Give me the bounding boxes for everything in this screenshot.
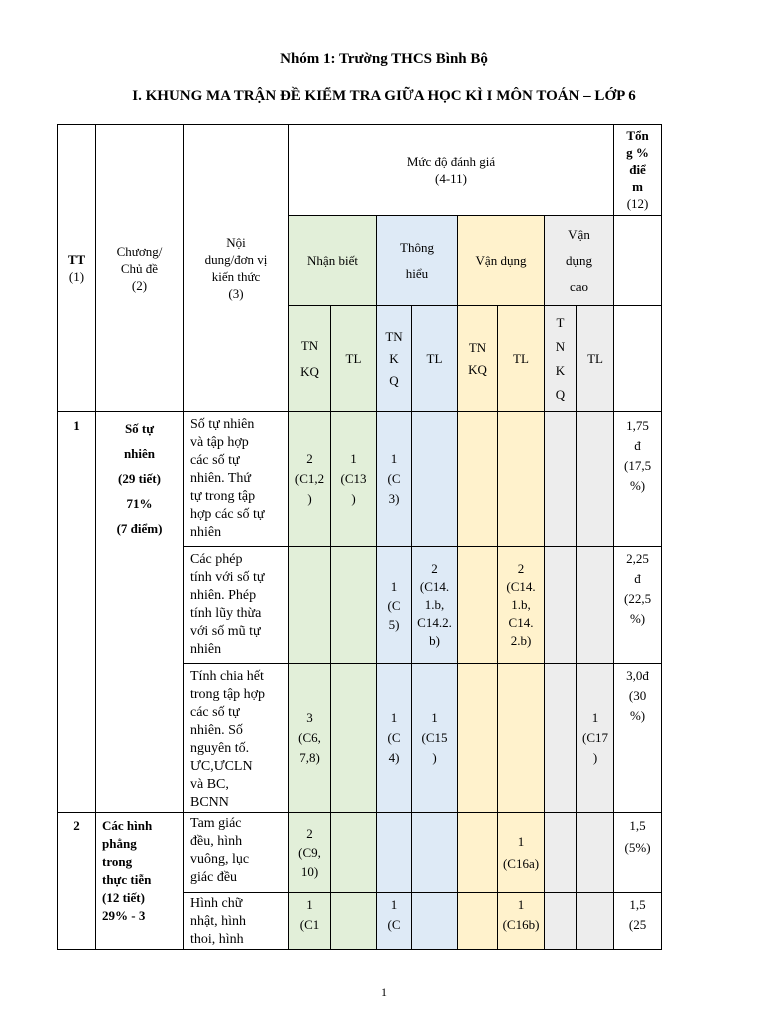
chapter-header: Chương/ Chủ đề (2) xyxy=(96,125,184,412)
th-tnkq-header: TN K Q xyxy=(377,306,412,412)
nb-tnkq-cell: 2 (C1,2 ) xyxy=(289,412,331,547)
vdc-tl-cell: 1 (C17 ) xyxy=(577,664,614,813)
vdc-tl-cell xyxy=(577,813,614,893)
th-tl-cell xyxy=(412,893,458,950)
nb-tl-cell xyxy=(331,547,377,664)
page-number: 1 xyxy=(381,985,387,999)
vdc-tl-header: TL xyxy=(577,306,614,412)
vd-tl-cell xyxy=(498,412,545,547)
vd-tnkq-cell xyxy=(458,664,498,813)
level-application: Vận dụng xyxy=(458,216,545,306)
total-cell: 1,5 (5%) xyxy=(614,813,662,893)
th-tl-cell: 1 (C15 ) xyxy=(412,664,458,813)
level-recognition: Nhận biết xyxy=(289,216,377,306)
total-cell: 1,5 (25 xyxy=(614,893,662,950)
group-heading: Nhóm 1: Trường THCS Bình Bộ xyxy=(280,51,488,67)
vd-tnkq-header: TN KQ xyxy=(458,306,498,412)
vdc-tnkq-cell xyxy=(545,664,577,813)
th-tl-cell: 2 (C14. 1.b, C14.2. b) xyxy=(412,547,458,664)
nb-tl-cell xyxy=(331,893,377,950)
tt-header: TT (1) xyxy=(58,125,96,412)
th-tnkq-cell: 1 (C 5) xyxy=(377,547,412,664)
vdc-tnkq-cell xyxy=(545,893,577,950)
content-cell: Hình chữ nhật, hình thoi, hình xyxy=(184,893,289,950)
vdc-tnkq-cell xyxy=(545,813,577,893)
chapter-name: Số tự nhiên (29 tiết) 71% (7 điểm) xyxy=(96,412,184,813)
nb-tnkq-cell: 1 (C1 xyxy=(289,893,331,950)
row-number: 2 xyxy=(58,813,96,950)
nb-tl-header: TL xyxy=(331,306,377,412)
th-tl-cell xyxy=(412,412,458,547)
table-row xyxy=(58,412,662,547)
nb-tnkq-cell: 3 (C6, 7,8) xyxy=(289,664,331,813)
vd-tl-cell: 1 (C16a) xyxy=(498,813,545,893)
row-number: 1 xyxy=(58,412,96,813)
vd-tl-header: TL xyxy=(498,306,545,412)
th-tl-header: TL xyxy=(412,306,458,412)
th-tnkq-cell: 1 (C 4) xyxy=(377,664,412,813)
vdc-tnkq-cell xyxy=(545,547,577,664)
vd-tnkq-cell xyxy=(458,412,498,547)
content-cell: Tam giác đều, hình vuông, lục giác đều xyxy=(184,813,289,893)
content-header: Nội dung/đơn vị kiến thức (3) xyxy=(184,125,289,412)
total-header: Tổn g % điể m (12) xyxy=(614,125,662,216)
th-tnkq-cell xyxy=(377,813,412,893)
vd-tl-cell: 1 (C16b) xyxy=(498,893,545,950)
assessment-matrix-table xyxy=(57,124,662,950)
content-cell: Số tự nhiên và tập hợp các số tự nhiên. Thứ tự trong tập hợp các số tự nhiên xyxy=(184,412,289,547)
vd-tnkq-cell xyxy=(458,547,498,664)
content-cell: Tính chia hết trong tập hợp các số tự nhiên. Số nguyên tố. ƯC,ƯCLN và BC, BCNN xyxy=(184,664,289,813)
total-cell: 2,25 đ (22,5 %) xyxy=(614,547,662,664)
vdc-tnkq-header: T N K Q xyxy=(545,306,577,412)
total-header-blank-2 xyxy=(614,306,662,412)
level-high-application: Vận dụng cao xyxy=(545,216,614,306)
nb-tnkq-cell xyxy=(289,547,331,664)
content-cell: Các phép tính với số tự nhiên. Phép tính lũy thừa với số mũ tự nhiên xyxy=(184,547,289,664)
nb-tl-cell xyxy=(331,813,377,893)
vdc-tl-cell xyxy=(577,893,614,950)
nb-tl-cell: 1 (C13 ) xyxy=(331,412,377,547)
nb-tl-cell xyxy=(331,664,377,813)
total-cell: 1,75 đ (17,5 %) xyxy=(614,412,662,547)
total-header-blank xyxy=(614,216,662,306)
vd-tnkq-cell xyxy=(458,893,498,950)
level-header: Mức độ đánh giá (4-11) xyxy=(289,125,614,216)
table-row xyxy=(58,813,662,893)
total-cell: 3,0đ (30 %) xyxy=(614,664,662,813)
th-tl-cell xyxy=(412,813,458,893)
th-tnkq-cell: 1 (C 3) xyxy=(377,412,412,547)
vd-tl-cell xyxy=(498,664,545,813)
chapter-name: Các hình phẳng trong thực tiễn (12 tiết) 29% - 3 xyxy=(96,813,184,950)
vdc-tl-cell xyxy=(577,412,614,547)
level-understanding: Thông hiểu xyxy=(377,216,458,306)
vdc-tnkq-cell xyxy=(545,412,577,547)
vd-tl-cell: 2 (C14. 1.b, C14. 2.b) xyxy=(498,547,545,664)
vdc-tl-cell xyxy=(577,547,614,664)
nb-tnkq-cell: 2 (C9, 10) xyxy=(289,813,331,893)
nb-tnkq-header: TN KQ xyxy=(289,306,331,412)
vd-tnkq-cell xyxy=(458,813,498,893)
document-title: I. KHUNG MA TRẬN ĐỀ KIỂM TRA GIỮA HỌC KÌ I MÔN TOÁN – LỚP 6 xyxy=(132,88,636,104)
header-row-1 xyxy=(58,125,662,216)
th-tnkq-cell: 1 (C xyxy=(377,893,412,950)
